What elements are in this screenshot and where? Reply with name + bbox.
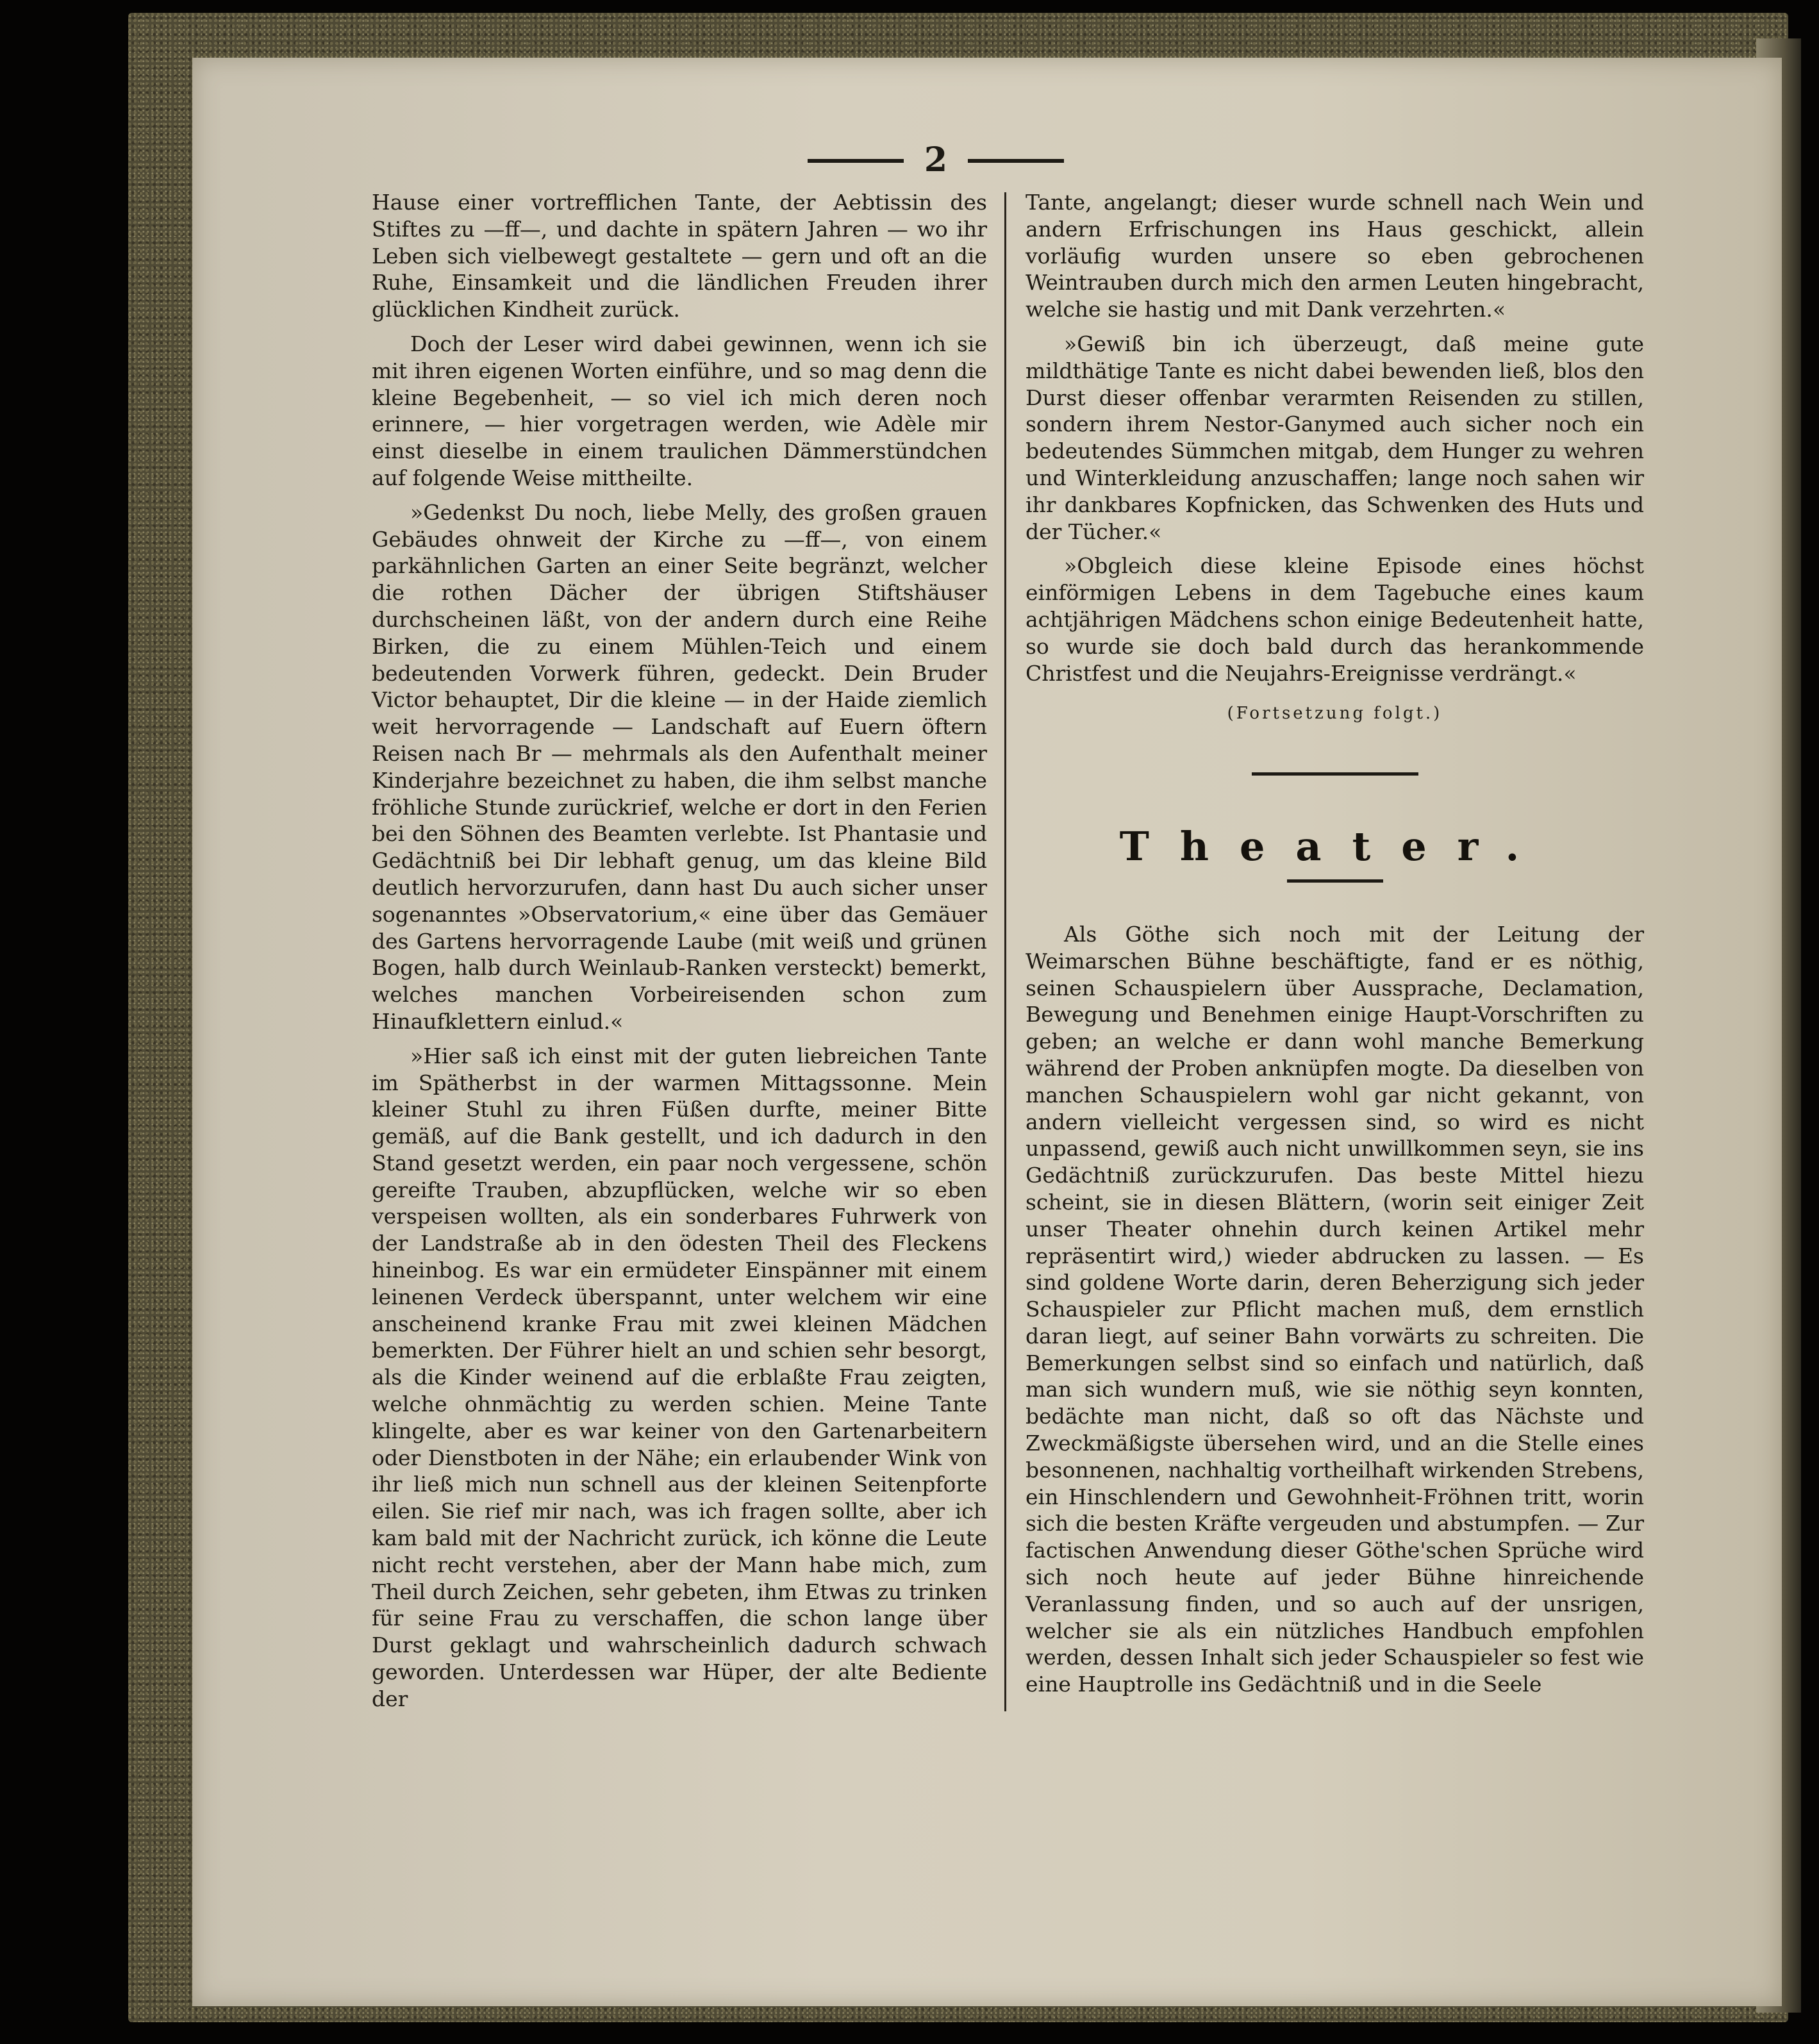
left-paragraph-4: »Hier saß ich einst mit der guten liebreichen Tante im Spätherbst in der warmen Mittagssonne. Mein kleiner Stuhl zu ihren Füßen durfte, meiner Bitte gemäß, auf die Bank gestellt, und ich dadurch in den Stand gesetzt werden, ein paar noch vergessene, schön gereifte Trauben, abzupflücken, welche wir so eben verspeisen wollten, als ein sonderbares Fuhrwerk von der Landstraße ab in den ödesten Theil des Fleckens hineinbog. Es war ein ermüdeter Einspänner mit einem leinenen Verdeck überspannt, unter welchem wir eine anscheinend kranke Frau mit zwei kleinen Mädchen bemerkten. Der Führer hielt an und schien sehr besorgt, als die Kinder weinend auf die erblaßte Frau zeigten, welche ohnmächtig zu werden schien. Meine Tante klingelte, aber es war keiner von den Gartenarbeitern oder Dienstboten in der Nähe; ein erlaubender Wink von ihr ließ mich nun schnell aus der kleinen Seitenpforte eilen. Sie rief mir nach, was ich fragen sollte, aber ich kam bald mit der Nachricht zurück, ich könne die Leute nicht recht verstehen, aber der Mann habe mich, zum Theil durch Zeichen, sehr gebeten, ihm Etwas zu trinken für seine Frau zu verschaffen, die schon lange über Durst geklagt und wahrscheinlich dadurch schwach geworden. Unterdessen war Hüper, der alte Bediente der	[372, 1043, 987, 1711]
left-column	[372, 189, 987, 1720]
theater-paragraph: Als Göthe sich noch mit der Leitung der Weimarschen Bühne beschäftigte, fand er es nöthig, seinen Schauspielern über Aussprache, Declamation, Bewegung und Benehmen einige Haupt-Vorschriften zu geben; an welche er dann wohl manche Bemerkung während der Proben anknüpfen mogte. Da dieselben von manchen Schauspielern wohl gar nicht gekannt, von andern vielleicht vergessen sind, so wird es nicht unpassend, gewiß auch nicht unwillkommen seyn, sie ins Gedächtniß zurückzurufen. Das beste Mittel hiezu scheint, sie in diesen Blättern, (worin seit einiger Zeit unser Theater ohnehin durch keinen Artikel mehr repräsentirt wird,) wieder abdrucken zu lassen. — Es sind goldene Worte darin, deren Beherzigung sich jeder Schauspieler zur Pflicht machen muß, dem ernstlich daran liegt, auf seiner Bahn vorwärts zu schreiten. Die Bemerkungen selbst sind so einfach und natürlich, daß man sich wundern muß, wie sie nöthig seyn konnten, bedächte man nicht, daß so oft das Nächste und Zweckmäßigste übersehen wird, und an die Stelle eines besonnenen, nachhaltig vortheilhaft wirkenden Strebens, ein Hinschlendern und Gewohnheit-Fröhnen tritt, worin sich die besten Kräfte vergeuden und abstumpfen. — Zur factischen Anwendung dieser Göthe'schen Sprüche wird sich noch heute auf jeder Bühne hinreichende Veranlassung finden, und so auch auf der unsrigen, welcher sie als ein nützliches Handbuch empfohlen werden, dessen Inhalt sich jeder Schauspieler so fest wie eine Hauptrolle ins Gedächtniß und in die Seele	[1026, 921, 1644, 1697]
column-divider	[1004, 192, 1006, 1711]
right-paragraph-3: »Obgleich diese kleine Episode eines höchst einförmigen Lebens in dem Tagebuche eines kaum achtjährigen Mädchens schon einige Bedeutenheit hatte, so wurde sie doch bald durch das herankommende Christfest und die Neujahrs-Ereignisse verdrängt.«	[1026, 553, 1644, 686]
right-paragraph-1: Tante, angelangt; dieser wurde schnell nach Wein und andern Erfrischungen ins Haus geschickt, allein vorläufig wurden unsere so eben gebrochenen Weintrauben durch mich den armen Leuten hingebracht, welche sie hastig und mit Dank verzehrten.«	[1026, 190, 1644, 322]
page-header	[808, 142, 1064, 181]
heading-underline	[1287, 879, 1383, 883]
left-paragraph-1: Hause einer vortrefflichen Tante, der Aebtissin des Stiftes zu —ff—, und dachte in spätern Jahren — wo ihr Leben sich vielbewegt gestaltete — gern und oft an die Ruhe, Einsamkeit und die ländlichen Freuden ihrer glücklichen Kindheit zurück.	[372, 190, 987, 322]
left-paragraph-2: Doch der Leser wird dabei gewinnen, wenn ich sie mit ihren eigenen Worten einführe, und so mag denn die kleine Begebenheit, — so viel ich mich deren noch erinnere, — hier vorgetragen werden, wie Adèle mir einst dieselbe in einem traulichen Dämmerstündchen auf folgende Weise mittheilte.	[372, 331, 987, 490]
page-number: 2	[924, 140, 948, 179]
right-paragraph-2: »Gewiß bin ich überzeugt, daß meine gute mildthätige Tante es nicht dabei bewenden ließ, blos den Durst dieser offenbar verarmten Reisenden zu stillen, sondern ihrem Nestor-Ganymed auch sicher noch ein bedeutendes Sümmchen mitgab, dem Hunger zu wehren und Winterkleidung anzuschaffen; lange noch sahen wir ihr dankbares Kopfnicken, das Schwenken des Huts und der Tücher.«	[1026, 331, 1644, 544]
section-heading-theater: Theater.	[1119, 823, 1550, 870]
header-rule-right	[968, 159, 1064, 163]
section-separator	[1252, 772, 1418, 776]
left-paragraph-3: »Gedenkst Du noch, liebe Melly, des großen grauen Gebäudes ohnweit der Kirche zu —ff—, von einem parkähnlichen Garten an einer Seite begränzt, welcher die rothen Dächer der übrigen Stiftshäuser durchscheinen läßt, von der andern durch eine Reihe Birken, die zu einem Mühlen-Teich und einem bedeutenden Vorwerk führen, gedeckt. Dein Bruder Victor behauptet, Dir die kleine — in der Haide ziemlich weit hervorragende — Landschaft auf Euern öftern Reisen nach Br — mehrmals als den Aufenthalt meiner Kinderjahre bezeichnet zu haben, die ihm selbst manche fröhliche Stunde zurückrief, welche er dort in den Ferien bei den Söhnen des Beamten verlebte. Ist Phantasie und Gedächtniß bei Dir lebhaft genug, um das kleine Bild deutlich hervorzurufen, dann hast Du auch sicher unser sogenanntes »Observatorium,« eine über das Gemäuer des Gartens hervorragende Laube (mit weiß und grünen Bogen, halb durch Weinlaub-Ranken versteckt) bemerkt, welches manchen Vorbeireisenden schon zum Hinaufklettern einlud.«	[372, 499, 987, 1034]
right-column	[1026, 189, 1644, 1706]
continuation-note: (Fortsetzung folgt.)	[1227, 704, 1443, 724]
